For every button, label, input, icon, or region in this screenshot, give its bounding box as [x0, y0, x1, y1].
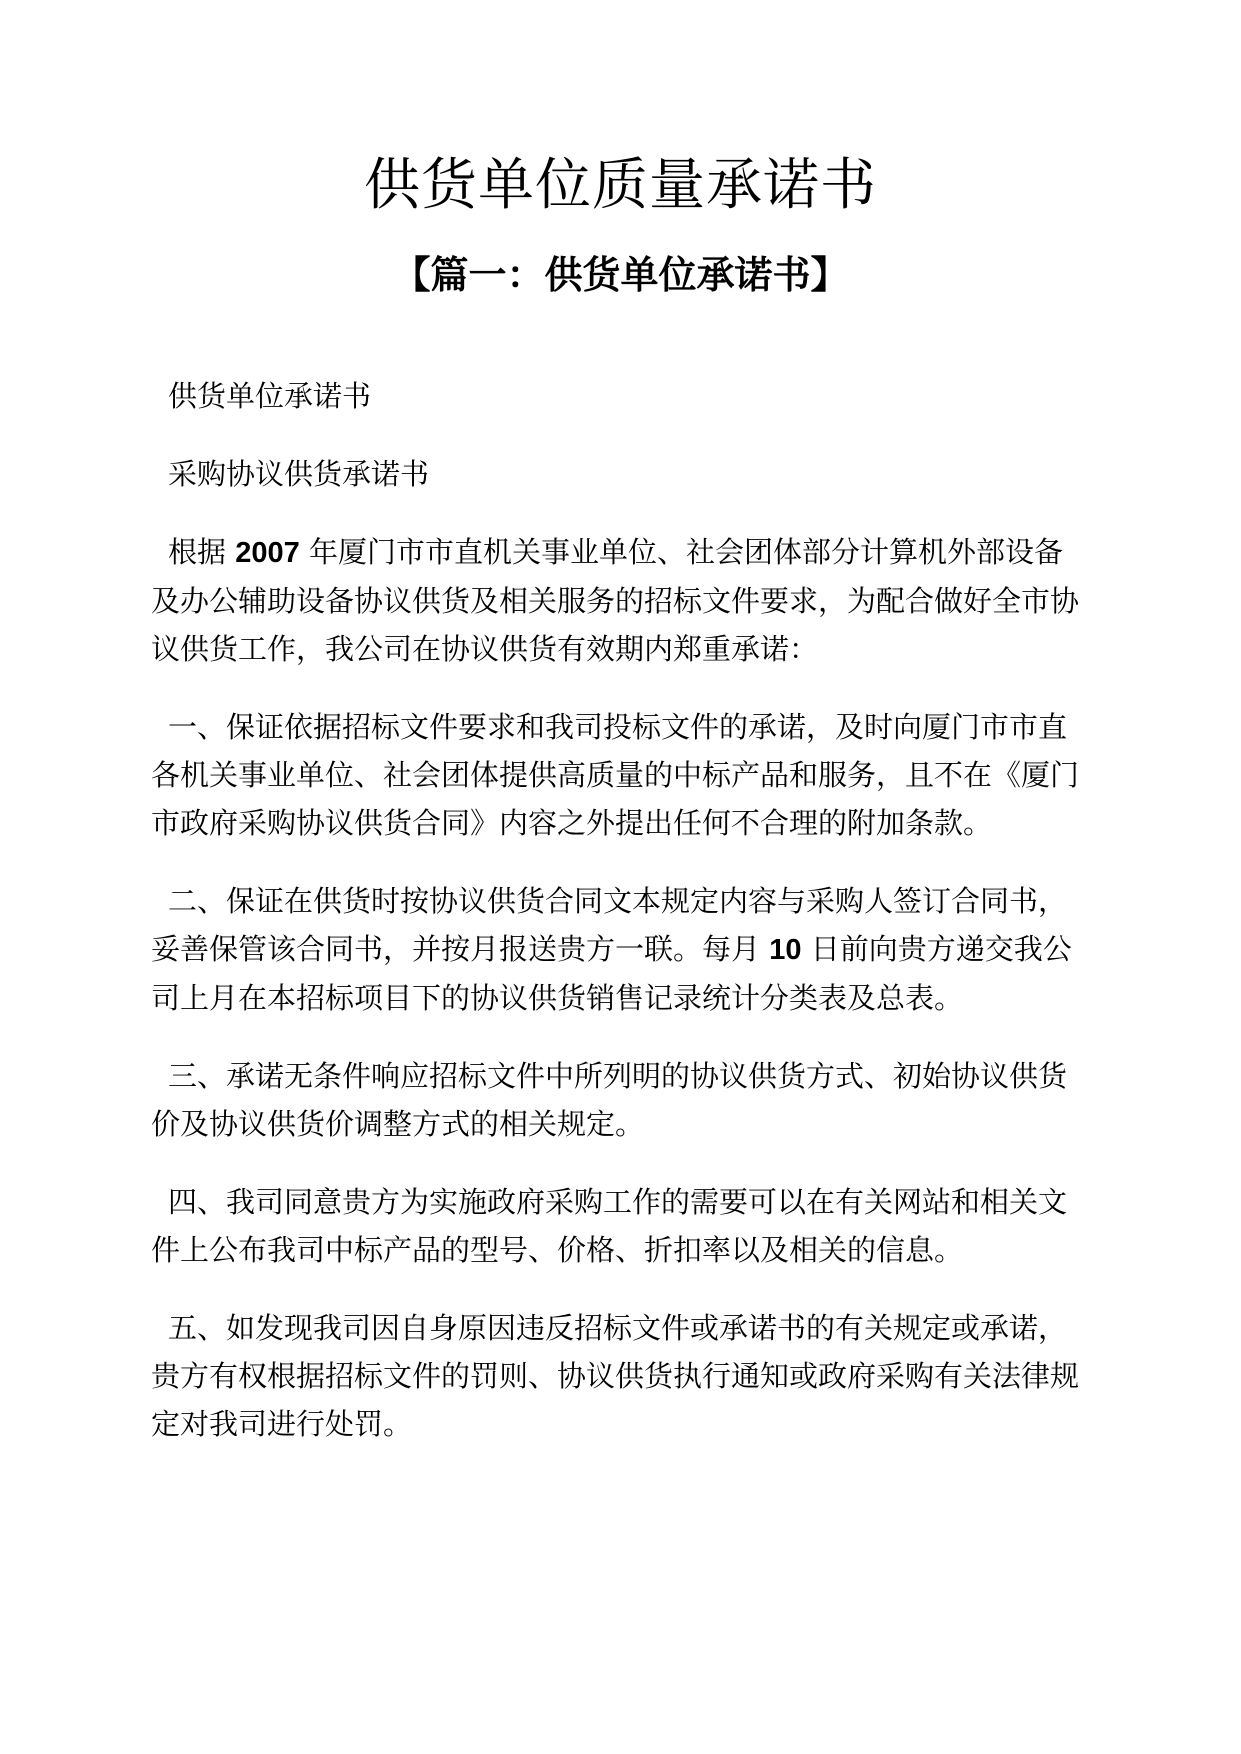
document-title: 供货单位质量承诺书 — [364, 153, 877, 218]
intro-paragraph — [151, 528, 1091, 673]
item-2-day-number: 10 — [769, 934, 802, 966]
document-subtitle: 【篇一：供货单位承诺书】 — [392, 252, 849, 297]
heading-supplier-commitment: 供货单位承诺书 — [168, 379, 372, 413]
commitment-item-5: 五、如发现我司因自身原因违反招标文件或承诺书的有关规定或承诺，贵方有权根据招标文件的罚则、协议供货执行通知或政府采购有关法律规定对我司进行处罚。 — [151, 1311, 1080, 1441]
commitment-item-4: 四、我司同意贵方为实施政府采购工作的需要可以在有关网站和相关文件上公布我司中标产品的型号、价格、折扣率以及相关的信息。 — [151, 1185, 1068, 1267]
document-body — [151, 372, 1091, 1448]
commitment-item-2 — [151, 877, 1091, 1022]
intro-text-before-year: 根据 — [168, 535, 236, 569]
commitment-item-1: 一、保证依据招标文件要求和我司投标文件的承诺，及时向厦门市市直各机关事业单位、社会团体提供高质量的中标产品和服务，且不在《厦门市政府采购协议供货合同》内容之外提出任何不合理的附加条款。 — [151, 710, 1080, 840]
intro-year: 2007 — [235, 537, 300, 569]
heading-procurement-commitment: 采购协议供货承诺书 — [168, 457, 430, 491]
commitment-item-3: 三、承诺无条件响应招标文件中所列明的协议供货方式、初始协议供货价及协议供货价调整方式的相关规定。 — [151, 1059, 1068, 1141]
item-2-text-before-num: 二、保证在供货时按协议供货合同文本规定内容与采购人签订合同书，妥善保管该合同书，并按月报送贵方一联。每月 — [151, 884, 1068, 966]
intro-text-after-year: 年厦门市市直机关事业单位、社会团体部分计算机外部设备及办公辅助设备协议供货及相关服务的招标文件要求，为配合做好全市协议供货工作，我公司在协议供货有效期内郑重承诺： — [151, 535, 1080, 666]
item-2-text-after-num: 日前向贵方递交我公司上月在本招标项目下的协议供货销售记录统计分类表及总表。 — [151, 932, 1072, 1015]
